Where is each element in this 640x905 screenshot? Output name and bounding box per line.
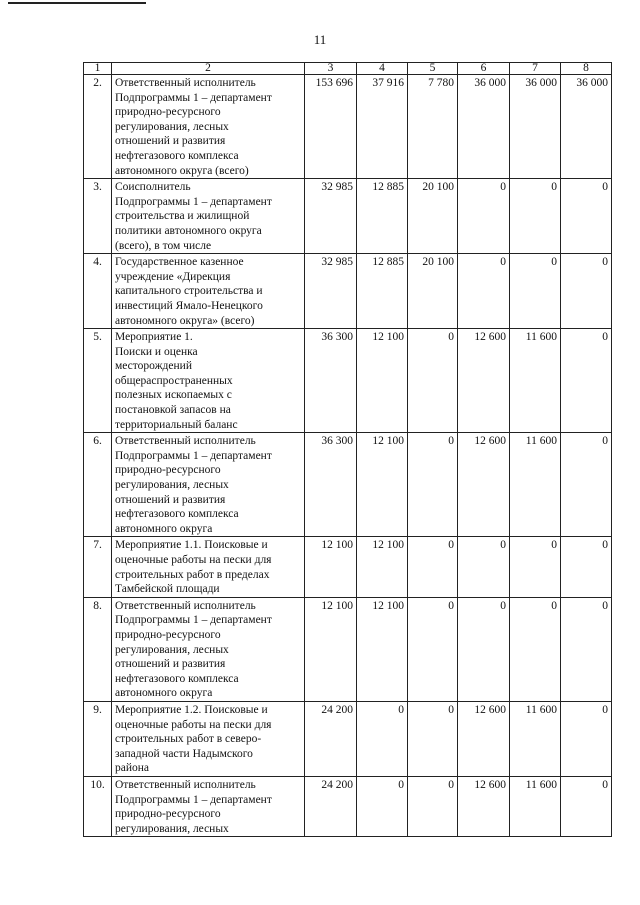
description-line: Ответственный исполнитель <box>115 778 256 791</box>
value-cell-col5: 0 <box>408 329 458 433</box>
value-cell-col3: 12 100 <box>305 537 357 597</box>
description-line: Тамбейской площади <box>115 583 220 596</box>
table-row <box>84 701 612 776</box>
header-cell: 7 <box>510 63 561 75</box>
value-cell-col8: 0 <box>561 329 612 433</box>
header-cell: 6 <box>458 63 510 75</box>
value-cell-col8: 0 <box>561 537 612 597</box>
description-line: автономного округа <box>115 522 213 535</box>
value-cell-col3: 24 200 <box>305 701 357 776</box>
description-line: автономного округа (всего) <box>115 164 249 177</box>
table-row <box>84 329 612 433</box>
description-line: капитального строительства и <box>115 285 263 298</box>
header-row <box>84 63 612 75</box>
description-line: Подпрограммы 1 – департамент <box>115 195 272 208</box>
value-cell-col5: 20 100 <box>408 254 458 329</box>
value-cell-col8: 0 <box>561 254 612 329</box>
value-cell-col7: 11 600 <box>510 701 561 776</box>
value-cell-col6: 0 <box>458 597 510 701</box>
value-cell-col3: 36 300 <box>305 433 357 537</box>
value-cell-col4: 0 <box>357 776 408 836</box>
value-cell-col5: 7 780 <box>408 75 458 179</box>
description-line: природно-ресурсного <box>115 628 221 641</box>
description-line: Ответственный исполнитель <box>115 435 256 448</box>
description-line: регулирования, лесных <box>115 120 229 133</box>
value-cell-col3: 32 985 <box>305 179 357 254</box>
description-line: общераспространенных <box>115 374 233 387</box>
description-line: Подпрограммы 1 – департамент <box>115 614 272 627</box>
header-cell: 5 <box>408 63 458 75</box>
description-line: регулирования, лесных <box>115 479 229 492</box>
value-cell-col5: 0 <box>408 701 458 776</box>
value-cell-col7: 36 000 <box>510 75 561 179</box>
description-line: территориальный баланс <box>115 418 238 431</box>
description-line: оценочные работы на пески для <box>115 718 272 731</box>
value-cell-col7: 0 <box>510 597 561 701</box>
value-cell-col4: 37 916 <box>357 75 408 179</box>
row-description <box>112 75 305 179</box>
value-cell-col6: 12 600 <box>458 701 510 776</box>
description-line: Государственное казенное <box>115 256 244 269</box>
description-line: Подпрограммы 1 – департамент <box>115 793 272 806</box>
value-cell-col6: 0 <box>458 179 510 254</box>
value-cell-col3: 36 300 <box>305 329 357 433</box>
value-cell-col3: 32 985 <box>305 254 357 329</box>
description-line: строительных работ в северо- <box>115 733 262 746</box>
description-line: регулирования, лесных <box>115 822 229 835</box>
row-number: 10. <box>84 776 112 836</box>
value-cell-col8: 0 <box>561 776 612 836</box>
table-row <box>84 597 612 701</box>
value-cell-col5: 0 <box>408 597 458 701</box>
header-cell: 3 <box>305 63 357 75</box>
description-line: нефтегазового комплекса <box>115 508 239 521</box>
description-line: западной части Надымского <box>115 747 253 760</box>
value-cell-col3: 153 696 <box>305 75 357 179</box>
description-line: отношений и развития <box>115 135 226 148</box>
value-cell-col4: 12 100 <box>357 597 408 701</box>
description-line: инвестиций Ямало-Ненецкого <box>115 299 263 312</box>
row-description <box>112 329 305 433</box>
description-line: постановкой запасов на <box>115 404 231 417</box>
page-number: 11 <box>313 32 327 47</box>
header-cell: 1 <box>84 63 112 75</box>
value-cell-col8: 0 <box>561 701 612 776</box>
value-cell-col6: 36 000 <box>458 75 510 179</box>
description-line: оценочные работы на пески для <box>115 554 272 566</box>
description-line: отношений и развития <box>115 658 226 671</box>
value-cell-col7: 0 <box>510 537 561 597</box>
table-row <box>84 537 612 597</box>
value-cell-col6: 0 <box>458 537 510 597</box>
value-cell-col6: 12 600 <box>458 776 510 836</box>
description-line: автономного округа <box>115 687 213 700</box>
description-line: нефтегазового комплекса <box>115 149 239 162</box>
table-row <box>84 776 612 836</box>
value-cell-col7: 11 600 <box>510 433 561 537</box>
row-number: 7. <box>84 537 112 597</box>
row-description <box>112 433 305 537</box>
value-cell-col8: 0 <box>561 597 612 701</box>
description-line: регулирования, лесных <box>115 643 229 656</box>
description-line: Мероприятие 1. <box>115 331 193 344</box>
value-cell-col4: 12 100 <box>357 433 408 537</box>
value-cell-col3: 12 100 <box>305 597 357 701</box>
value-cell-col4: 12 100 <box>357 537 408 597</box>
value-cell-col4: 12 885 <box>357 179 408 254</box>
row-description <box>112 537 305 597</box>
value-cell-col6: 12 600 <box>458 433 510 537</box>
value-cell-col4: 12 100 <box>357 329 408 433</box>
budget-table <box>83 62 612 837</box>
value-cell-col5: 0 <box>408 537 458 597</box>
table-body <box>84 63 612 837</box>
row-description <box>112 776 305 836</box>
description-line: строительных работ в пределах <box>115 568 270 581</box>
row-description <box>112 254 305 329</box>
description-line: природно-ресурсного <box>115 808 221 821</box>
description-line: Мероприятие 1.1. Поисковые и <box>115 539 268 552</box>
value-cell-col8: 0 <box>561 433 612 537</box>
value-cell-col7: 11 600 <box>510 329 561 433</box>
table-row <box>84 254 612 329</box>
value-cell-col7: 0 <box>510 254 561 329</box>
description-line: Подпрограммы 1 – департамент <box>115 449 272 462</box>
top-rule <box>8 2 146 4</box>
header-cell: 8 <box>561 63 612 75</box>
value-cell-col5: 0 <box>408 433 458 537</box>
value-cell-col6: 12 600 <box>458 329 510 433</box>
description-line: месторождений <box>115 360 192 373</box>
table-row <box>84 433 612 537</box>
row-description <box>112 597 305 701</box>
description-line: Мероприятие 1.2. Поисковые и <box>115 703 268 716</box>
description-line: района <box>115 762 150 775</box>
header-cell: 2 <box>112 63 305 75</box>
description-line: (всего), в том числе <box>115 239 212 252</box>
description-line: Поиски и оценка <box>115 345 198 358</box>
row-number: 3. <box>84 179 112 254</box>
description-line: Подпрограммы 1 – департамент <box>115 91 272 104</box>
row-number: 8. <box>84 597 112 701</box>
value-cell-col8: 36 000 <box>561 75 612 179</box>
value-cell-col7: 11 600 <box>510 776 561 836</box>
description-line: отношений и развития <box>115 493 226 506</box>
row-number: 6. <box>84 433 112 537</box>
description-line: Соисполнитель <box>115 181 191 194</box>
row-number: 5. <box>84 329 112 433</box>
table-row <box>84 75 612 179</box>
row-number: 9. <box>84 701 112 776</box>
description-line: Ответственный исполнитель <box>115 599 256 612</box>
value-cell-col7: 0 <box>510 179 561 254</box>
row-description <box>112 701 305 776</box>
row-description <box>112 179 305 254</box>
description-line: природно-ресурсного <box>115 464 221 477</box>
row-number: 4. <box>84 254 112 329</box>
table-row <box>84 179 612 254</box>
description-line: нефтегазового комплекса <box>115 672 239 685</box>
row-number: 2. <box>84 75 112 179</box>
description-line: автономного округа» (всего) <box>115 314 255 327</box>
value-cell-col4: 0 <box>357 701 408 776</box>
value-cell-col6: 0 <box>458 254 510 329</box>
value-cell-col3: 24 200 <box>305 776 357 836</box>
value-cell-col5: 0 <box>408 776 458 836</box>
description-line: учреждение «Дирекция <box>115 270 231 283</box>
description-line: политики автономного округа <box>115 224 262 237</box>
description-line: полезных ископаемых с <box>115 389 232 402</box>
header-cell: 4 <box>357 63 408 75</box>
description-line: строительства и жилищной <box>115 210 250 223</box>
description-line: природно-ресурсного <box>115 106 221 119</box>
value-cell-col8: 0 <box>561 179 612 254</box>
value-cell-col4: 12 885 <box>357 254 408 329</box>
description-line: Ответственный исполнитель <box>115 77 256 89</box>
value-cell-col5: 20 100 <box>408 179 458 254</box>
